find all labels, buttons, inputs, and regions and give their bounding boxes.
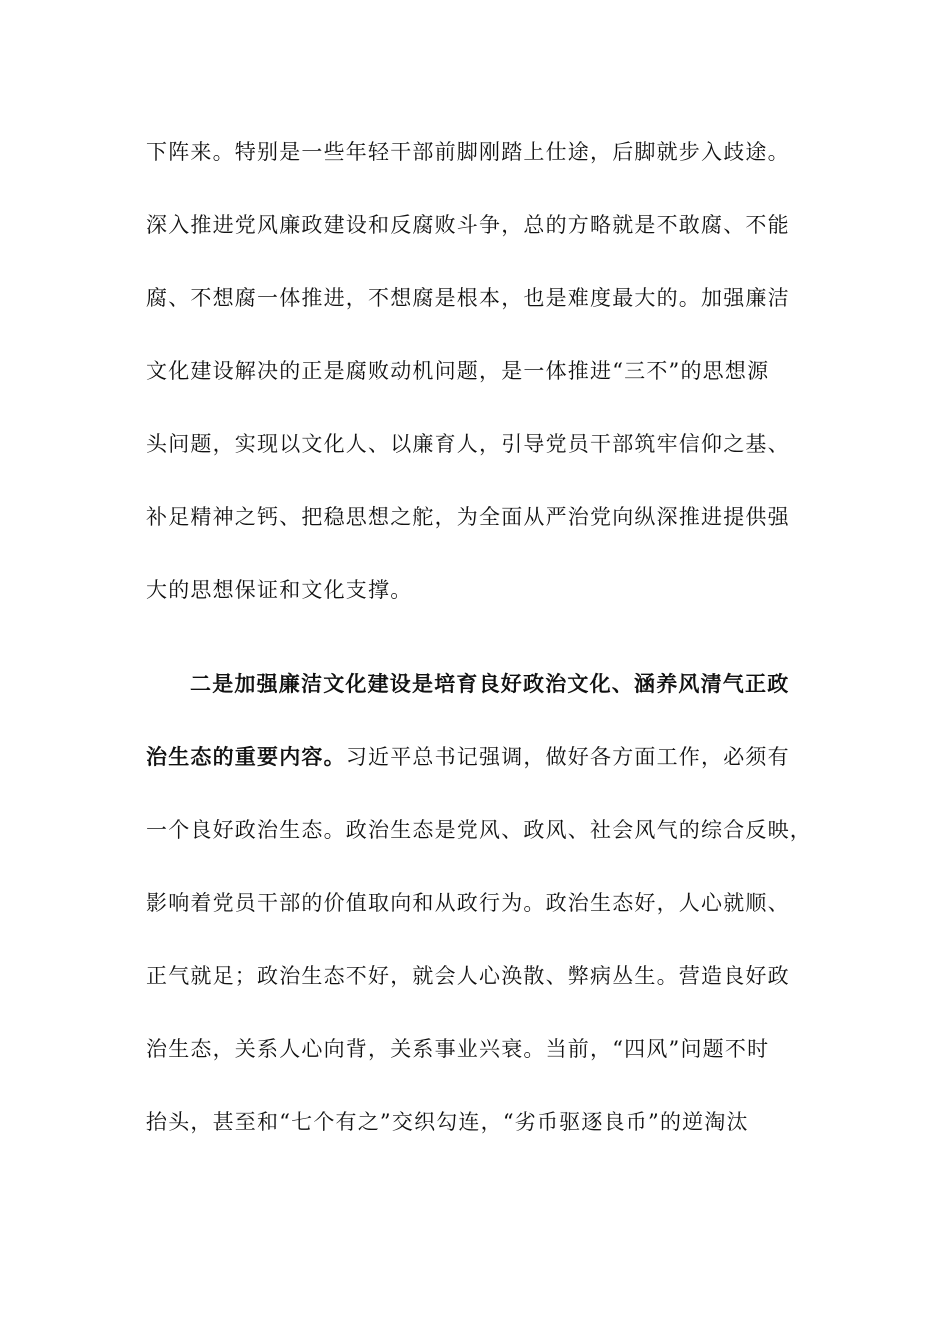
paragraph-text: 习近平总书记强调，做好各方面工作，必须有 xyxy=(345,745,790,769)
section-heading-continuation xyxy=(146,742,826,772)
paragraph-line: 大的思想保证和文化支撑。 xyxy=(146,578,413,602)
paragraph-line: 头问题，实现以文化人、以廉育人，引导党员干部筑牢信仰之基、 xyxy=(146,432,790,456)
paragraph-line: 正气就足；政治生态不好，就会人心涣散、弊病丛生。营造良好政 xyxy=(146,964,790,988)
paragraph-line: 影响着党员干部的价值取向和从政行为。政治生态好，人心就顺、 xyxy=(146,891,790,915)
paragraph-line: 文化建设解决的正是腐败动机问题，是一体推进“三不”的思想源 xyxy=(146,359,770,383)
paragraph-line: 治生态，关系人心向背，关系事业兴衰。当前，“四风”问题不时 xyxy=(146,1037,770,1061)
paragraph-line: 一个良好政治生态。政治生态是党风、政风、社会风气的综合反映， xyxy=(146,818,812,842)
paragraph-line: 深入推进党风廉政建设和反腐败斗争，总的方略就是不敢腐、不能 xyxy=(146,213,790,237)
paragraph-line: 下阵来。特别是一些年轻干部前脚刚踏上仕途，后脚就步入歧途。 xyxy=(146,140,790,164)
paragraph-line: 腐、不想腐一体推进，不想腐是根本，也是难度最大的。加强廉洁 xyxy=(146,286,790,310)
section-heading-tail: 治生态的重要内容。 xyxy=(146,744,346,769)
paragraph-line: 补足精神之钙、把稳思想之舵，为全面从严治党向纵深推进提供强 xyxy=(146,505,790,529)
section-heading: 二是加强廉洁文化建设是培育良好政治文化、涵养风清气正政 xyxy=(190,671,790,696)
paragraph-line: 抬头，甚至和“七个有之”交织勾连，“劣币驱逐良币”的逆淘汰 xyxy=(146,1110,749,1134)
